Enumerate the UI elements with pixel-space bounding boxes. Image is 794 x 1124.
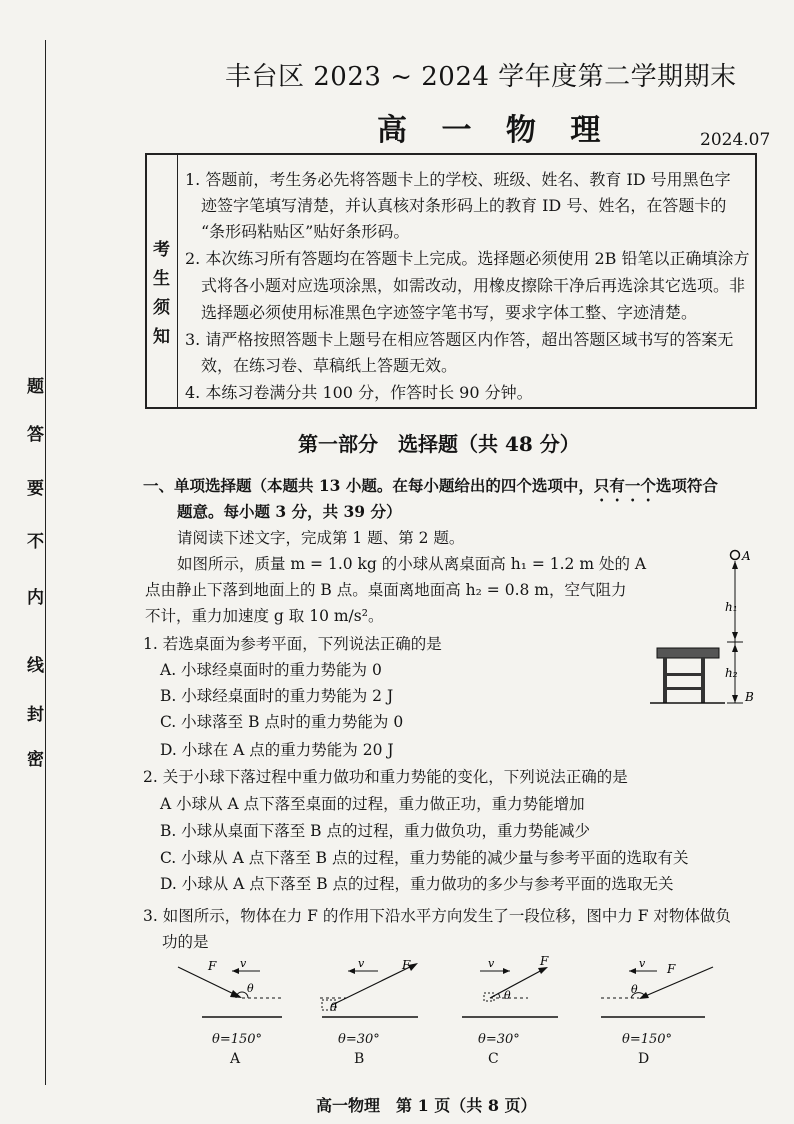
ball-desk-figure [645, 545, 765, 715]
force-b-angle: θ=30° [338, 1032, 380, 1047]
question-1-option-d[interactable]: D. 小球在 A 点的重力势能为 20 J [160, 741, 394, 759]
force-a-angle: θ=150° [212, 1032, 263, 1047]
force-c-angle: θ=30° [478, 1032, 520, 1047]
margin-char: 内 [27, 588, 44, 608]
question-2-option-b[interactable]: B. 小球从桌面下落至 B 点的过程，重力做负功，重力势能减少 [160, 822, 590, 840]
desk-top [657, 648, 719, 658]
label-h1: h₁ [725, 600, 738, 614]
force-figure-d [595, 955, 720, 1030]
part-intro-emphasis: 只有一个 [593, 476, 656, 495]
notice-line: 4. 本练习卷满分共 100 分，作答时长 90 分钟。 [185, 383, 533, 402]
exam-date: 2024.07 [700, 130, 771, 150]
margin-char: 线 [27, 656, 44, 676]
part-intro-a: 一、单项选择题（本题共 13 小题。在每小题给出的四个选项中， [143, 476, 594, 495]
force-a-F: F [208, 959, 217, 973]
candidate-notice [145, 153, 757, 409]
question-3-stem: 3. 如图所示，物体在力 F 的作用下沿水平方向发生了一段位移，图中力 F 对物体做负 [143, 907, 731, 925]
force-d-angle: θ=150° [622, 1032, 673, 1047]
question-2-option-c[interactable]: C. 小球从 A 点下落至 B 点的过程，重力势能的减少量与参考平面的选取有关 [160, 849, 689, 867]
force-d-F: F [667, 962, 676, 976]
section-title: 第一部分 选择题（共 48 分） [298, 432, 580, 456]
binding-line [45, 40, 46, 1085]
part-intro-2: 题意。每小题 3 分，共 39 分） [177, 502, 402, 521]
force-c-letter: C [488, 1051, 499, 1067]
question-2-option-a[interactable]: A 小球从 A 点下落至桌面的过程，重力做正功，重力势能增加 [160, 795, 585, 813]
margin-char: 答 [27, 425, 44, 445]
force-c-F: F [540, 955, 549, 968]
notice-label [147, 155, 178, 407]
margin-char: 密 [27, 750, 44, 770]
force-a-theta: θ [247, 982, 254, 995]
exam-title: 丰台区 2023 ~ 2024 学年度第二学期期末 [225, 62, 737, 92]
force-b-v: v [358, 957, 365, 970]
margin-char: 封 [27, 705, 44, 725]
label-h2: h₂ [725, 666, 738, 680]
notice-line: 2. 本次练习所有答题均在答题卡上完成。选择题必须使用 2B 铅笔以正确填涂方 [185, 249, 750, 268]
label-B: B [745, 690, 754, 704]
force-figure-b [310, 955, 430, 1030]
margin-char: 要 [27, 479, 44, 499]
question-1-option-a[interactable]: A. 小球经桌面时的重力势能为 0 [160, 661, 382, 679]
force-figure-a [170, 955, 290, 1030]
force-b-letter: B [354, 1051, 365, 1067]
notice-line: 迹签字笔填写清楚，并认真核对条形码上的教育 ID 号、姓名，在答题卡的 [201, 196, 727, 215]
force-a-letter: A [230, 1051, 241, 1067]
notice-line: 效，在练习卷、草稿纸上答题无效。 [201, 356, 458, 375]
subject-title: 高 一 物 理 [377, 113, 613, 148]
passage-line: 点由静止下落到地面上的 B 点。桌面离地面高 h₂ = 0.8 m，空气阻力 [145, 581, 627, 599]
force-d-letter: D [638, 1051, 650, 1067]
margin-char: 不 [27, 532, 44, 552]
question-2-option-d[interactable]: D. 小球从 A 点下落至 B 点的过程，重力做功的多少与参考平面的选取无关 [160, 875, 674, 893]
notice-line: 式将各小题对应选项涂黑，如需改动，用橡皮擦除干净后再选涂其它选项。非 [201, 276, 746, 295]
notice-label-char: 生 [153, 269, 170, 289]
notice-line: “条形码粘贴区”贴好条形码。 [201, 222, 410, 241]
force-c-v: v [488, 957, 495, 970]
part-intro-b: 选项符合 [655, 476, 718, 495]
label-A: A [742, 549, 751, 563]
notice-line: 1. 答题前，考生务必先将答题卡上的学校、班级、姓名、教育 ID 号用黑色字 [185, 170, 731, 189]
question-1-option-c[interactable]: C. 小球落至 B 点时的重力势能为 0 [160, 713, 404, 731]
ball-icon [731, 551, 740, 560]
force-c-theta: θ [504, 989, 511, 1002]
force-b-F: F [402, 958, 411, 972]
force-a-v: v [240, 957, 247, 970]
force-d-v: v [639, 957, 646, 970]
notice-line: 选择题必须使用标准黑色字迹签字笔书写，要求字体工整、字迹清楚。 [201, 303, 698, 322]
question-2-stem: 2. 关于小球下落过程中重力做功和重力势能的变化，下列说法正确的是 [143, 768, 628, 786]
force-figure-c [450, 955, 570, 1030]
passage-line: 如图所示，质量 m = 1.0 kg 的小球从离桌面高 h₁ = 1.2 m 处的 A [177, 555, 647, 573]
question-1-stem: 1. 若选桌面为参考平面，下列说法正确的是 [143, 635, 442, 653]
notice-label-char: 考 [153, 240, 170, 260]
notice-label-char: 知 [153, 327, 170, 347]
passage-line: 不计，重力加速度 g 取 10 m/s²。 [145, 607, 384, 625]
margin-char: 题 [27, 377, 44, 397]
force-d-theta: θ [631, 983, 638, 996]
read-prompt: 请阅读下述文字，完成第 1 题、第 2 题。 [177, 529, 465, 547]
force-b-theta: θ [330, 1001, 337, 1014]
question-3-stem-2: 功的是 [162, 933, 209, 951]
question-1-option-b[interactable]: B. 小球经桌面时的重力势能为 2 J [160, 687, 394, 705]
notice-line: 3. 请严格按照答题卡上题号在相应答题区内作答，超出答题区域书写的答案无 [185, 330, 734, 349]
notice-label-char: 须 [153, 298, 170, 318]
page-footer: 高一物理 第 1 页（共 8 页） [316, 1096, 537, 1115]
